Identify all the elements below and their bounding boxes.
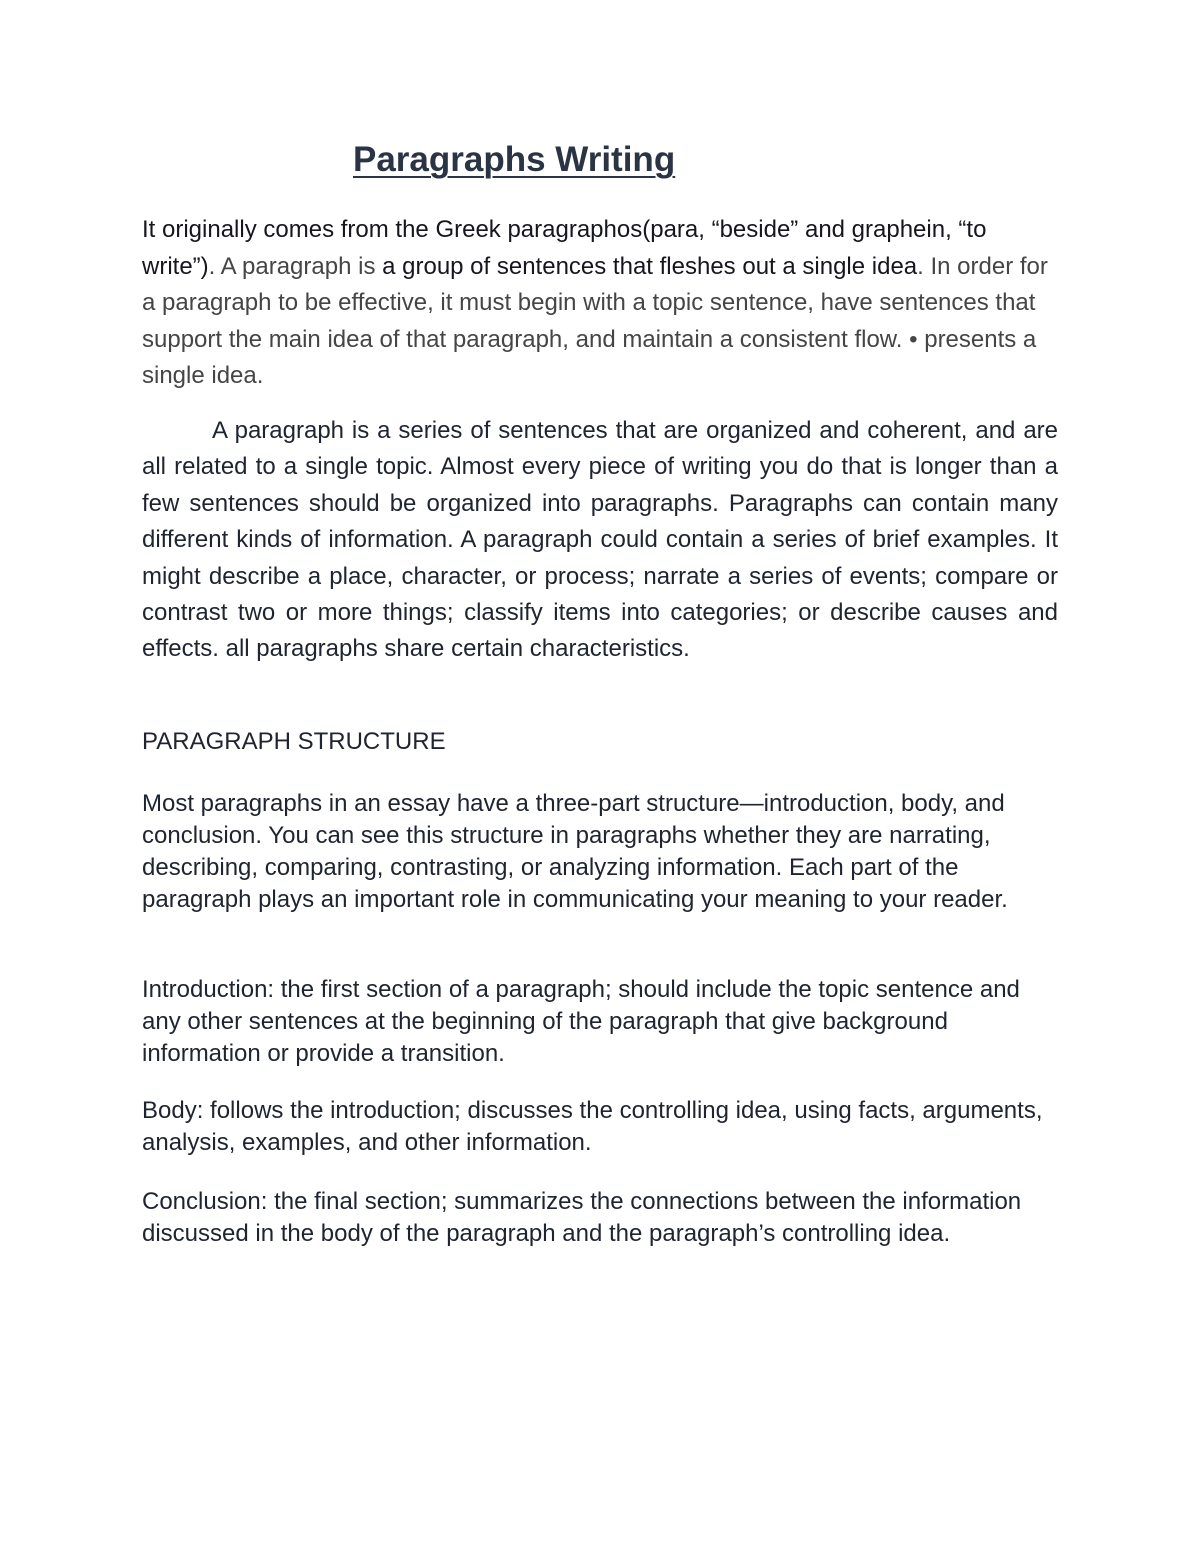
definition-paragraph: A paragraph is a series of sentences that are organized and coherent, and are all related to a single topic. Almost every piece of writing you do that is longer than a few sentences should be organized into paragraphs. Paragraphs can contain many different kinds of information. A paragraph could contain a series of brief examples. It might describe a place, character, or process; narrate a series of events; compare or contrast two or more things; classify items into categories; or describe causes and effects. all paragraphs share certain characteristics. (142, 417, 1058, 663)
document-title: Paragraphs Writing (353, 140, 676, 179)
intro-definition-text: a group of sentences that fleshes out a single idea (382, 252, 918, 280)
intro-effectiveness-text: . In order for a paragraph to be effective, it must begin with a topic sentence, have sentences that support the main idea of that paragraph, and maintain a consistent flow. • presents a single idea. (142, 252, 1048, 390)
intro-connector-text: . A paragraph is (208, 252, 383, 280)
conclusion-paragraph: Conclusion: the final section; summarizes the connections between the information discussed in the body of the paragraph and the paragraph’s controlling idea. (142, 1188, 1022, 1247)
intro-origin-text: It originally comes from the Greek paragraphos(para, “beside” and graphein, “to write”) (142, 216, 987, 280)
body-paragraph: Body: follows the introduction; discusses the controlling idea, using facts, arguments, analysis, examples, and other information. (142, 1097, 1043, 1156)
structure-paragraph: Most paragraphs in an essay have a three-part structure—introduction, body, and conclusion. You can see this structure in paragraphs whether they are narrating, describing, comparing, contrasting, or analyzing information. Each part of the paragraph plays an important role in communicating your meaning to your reader. (142, 790, 1008, 913)
intro-paragraph (142, 212, 1058, 395)
structure-heading: PARAGRAPH STRUCTURE (142, 728, 446, 755)
introduction-paragraph: Introduction: the first section of a paragraph; should include the topic sentence and any other sentences at the beginning of the paragraph that give background information or provide a transition. (142, 976, 1020, 1067)
